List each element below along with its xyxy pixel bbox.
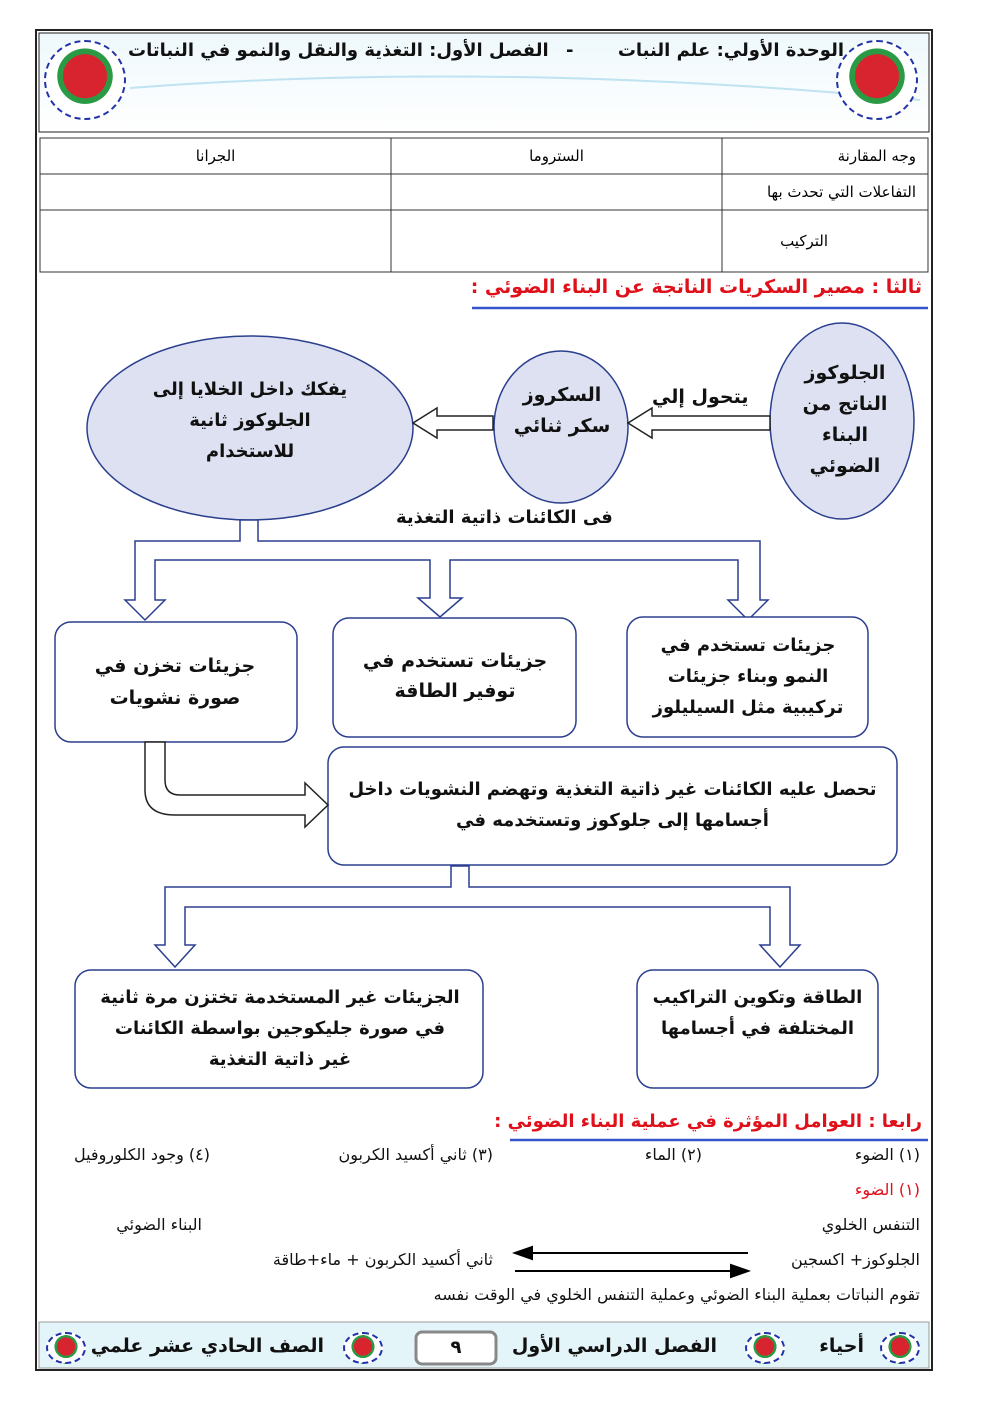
- footer-grade: الصف الحادي عشر علمي: [90, 1335, 324, 1357]
- energy2-text: الطاقة وتكوين التراكيب المختلفة في أجسامها: [652, 987, 863, 1039]
- factor-chlorophyll: (٤) وجود الكلوروفيل: [73, 1145, 210, 1164]
- reactants-text: الجلوكوز+ اكسجين: [791, 1250, 920, 1269]
- converts-to-label: يتحول إلي: [652, 386, 749, 408]
- table-header-aspect: وجه المقارنة: [837, 147, 916, 165]
- connector-tree-1: [125, 520, 768, 620]
- footer-logo-4: [46, 1332, 86, 1364]
- unit-title: الوحدة الأولي: علم النبات: [617, 40, 844, 61]
- footer-page-number: ٩: [450, 1337, 462, 1358]
- glucose-text: الجلوكوز الناتج من البناء الضوئي: [802, 362, 888, 477]
- sucrose-text: السكروز سكر ثنائي: [513, 384, 611, 437]
- section3-heading: ثالثا : مصير السكريات الناتجة عن البناء الضوئي :: [470, 276, 922, 298]
- table-row-structure-label: التركيب: [780, 232, 828, 250]
- connector-tree-2: [155, 866, 800, 967]
- footer-logo-1: [880, 1332, 920, 1364]
- arrow-storage-to-heterotroph: [145, 742, 328, 827]
- breakdown-text: يفكك داخل الخلايا إلى الجلوكوز ثانية للاستخدام: [152, 379, 348, 462]
- factor-co2: (٣) ثاني أكسيد الكربون: [338, 1145, 493, 1164]
- school-logo-right: [836, 40, 918, 120]
- unused-text: الجزيئات غير المستخدمة تختزن مرة ثانية في صورة جليكوجين بواسطة الكائنات غير ذاتية التغذية: [100, 987, 460, 1070]
- energy-text: جزيئات تستخدم في توفير الطاقة: [362, 650, 548, 702]
- simultaneous-note: تقوم النباتات بعملية البناء الضوئي وعملية التنفس الخلوي في الوقت نفسه: [433, 1285, 920, 1304]
- photosynthesis-label: البناء الضوئي: [116, 1215, 202, 1234]
- heterotroph-text: تحصل عليه الكائنات غير ذاتية التغذية وتهضم النشويات داخل أجسامها إلى جلوكوز وتستخدمه في: [348, 779, 877, 831]
- footer-logo-3: [343, 1332, 383, 1364]
- arrow-glucose-to-sucrose: [628, 408, 770, 438]
- footer-subject: أحياء: [819, 1335, 864, 1357]
- respiration-label: التنفس الخلوي: [821, 1215, 920, 1234]
- arrow-sucrose-to-breakdown: [413, 408, 493, 438]
- section4-heading: رابعا : العوامل المؤثرة في عملية البناء الضوئي :: [494, 1111, 922, 1132]
- light-subtitle: (١) الضوء: [854, 1180, 920, 1199]
- factor-light: (١) الضوء: [854, 1145, 920, 1164]
- table-row-reactions-label: التفاعلات التي تحدث بها: [766, 183, 916, 201]
- chapter-title: الفصل الأول: التغذية والنقل والنمو في النباتات: [128, 40, 549, 61]
- table-header-grana: الجرانا: [195, 147, 236, 165]
- autotroph-label: فى الكائنات ذاتية التغذية: [396, 507, 613, 528]
- factor-water: (٢) الماء: [644, 1145, 702, 1164]
- growth-text: جزيئات تستخدم في النمو وبناء جزيئات تركيبية مثل السيليلوز: [652, 635, 844, 718]
- header-separator: -: [566, 40, 574, 61]
- storage-text: جزيئات تخزن في صورة نشويات: [94, 655, 256, 709]
- footer-term: الفصل الدراسي الأول: [511, 1335, 717, 1357]
- table-header-stroma: الستروما: [529, 147, 584, 165]
- school-logo-left: [44, 40, 126, 120]
- products-text: ثاني أكسيد الكربون + ماء+طاقة: [272, 1250, 493, 1269]
- footer-logo-2: [745, 1332, 785, 1364]
